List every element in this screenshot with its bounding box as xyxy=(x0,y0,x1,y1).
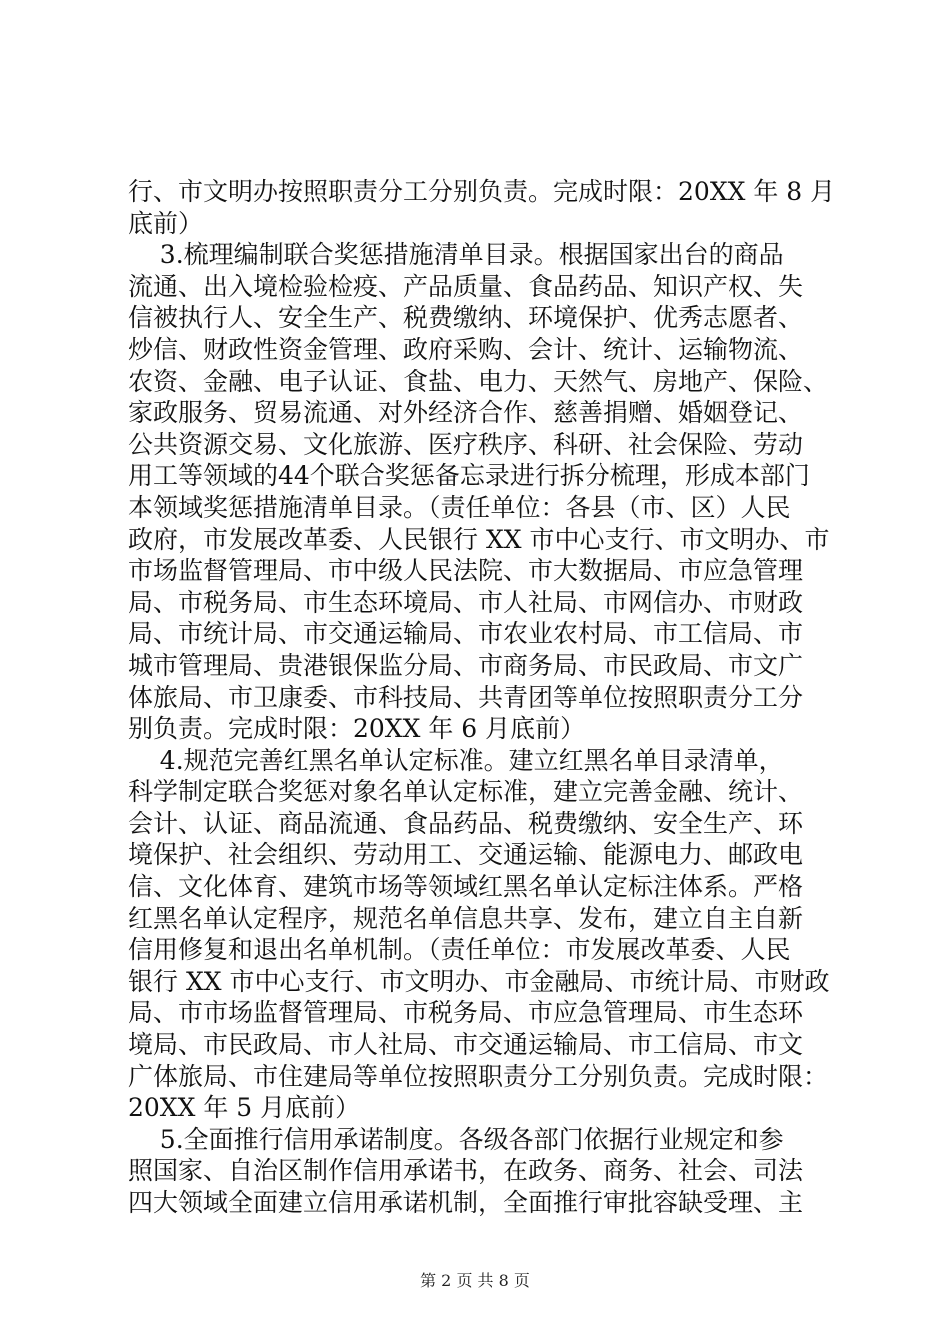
text-line: 四大领域全面建立信用承诺机制，全面推行审批容缺受理、主 xyxy=(128,1188,804,1217)
text-line: 本领域奖惩措施清单目录。（责任单位：各县（市、区）人民 xyxy=(128,492,791,522)
text-line: 市场监督管理局、市中级人民法院、市大数据局、市应急管理 xyxy=(128,556,804,586)
text-line: 政府，市发展改革委、人民银行 XX 市中心支行、市文明办、市 xyxy=(128,524,830,554)
page-number-footer: 第 2 页 共 8 页 xyxy=(420,1271,530,1290)
text-line: 照国家、自治区制作信用承诺书，在政务、商务、社会、司法 xyxy=(128,1156,804,1186)
text-line: 局、市统计局、市交通运输局、市农业农村局、市工信局、市 xyxy=(128,619,804,649)
text-line: 3.梳理编制联合奖惩措施清单目录。根据国家出台的商品 xyxy=(128,240,784,270)
text-line: 公共资源交易、文化旅游、医疗秩序、科研、社会保险、劳动 xyxy=(128,429,804,459)
text-line: 20XX 年 5 月底前） xyxy=(128,1093,361,1123)
text-line: 别负责。完成时限：20XX 年 6 月底前） xyxy=(128,714,586,744)
text-line: 行、市文明办按照职责分工分别负责。完成时限：20XX 年 8 月 xyxy=(128,177,836,206)
text-line: 流通、出入境检验检疫、产品质量、食品药品、知识产权、失 xyxy=(128,271,804,301)
text-line: 局、市税务局、市生态环境局、市人社局、市网信办、市财政 xyxy=(128,587,804,617)
text-line: 5.全面推行信用承诺制度。各级各部门依据行业规定和参 xyxy=(128,1124,784,1154)
text-line: 局、市市场监督管理局、市税务局、市应急管理局、市生态环 xyxy=(128,998,804,1028)
text-line: 农资、金融、电子认证、食盐、电力、天然气、房地产、保险、 xyxy=(128,366,829,396)
text-line: 会计、认证、商品流通、食品药品、税费缴纳、安全生产、环 xyxy=(128,808,804,838)
text-line: 境保护、社会组织、劳动用工、交通运输、能源电力、邮政电 xyxy=(128,840,804,870)
text-line: 科学制定联合奖惩对象名单认定标准，建立完善金融、统计、 xyxy=(128,777,804,807)
text-line: 体旅局、市卫康委、市科技局、共青团等单位按照职责分工分 xyxy=(128,682,804,712)
text-line: 信被执行人、安全生产、税费缴纳、环境保护、优秀志愿者、 xyxy=(128,303,804,333)
text-line: 信、文化体育、建筑市场等领域红黑名单认定标注体系。严格 xyxy=(128,872,804,902)
body-text xyxy=(128,176,848,1219)
text-line: 信用修复和退出名单机制。（责任单位：市发展改革委、人民 xyxy=(128,935,791,965)
text-line: 用工等领域的44个联合奖惩备忘录进行拆分梳理，形成本部门 xyxy=(128,461,810,491)
text-line: 境局、市民政局、市人社局、市交通运输局、市工信局、市文 xyxy=(128,1030,804,1060)
text-line: 红黑名单认定程序，规范名单信息共享、发布，建立自主自新 xyxy=(128,903,804,933)
text-line: 家政服务、贸易流通、对外经济合作、慈善捐赠、婚姻登记、 xyxy=(128,398,804,428)
text-line: 广体旅局、市住建局等单位按照职责分工分别负责。完成时限： xyxy=(128,1061,829,1091)
text-line: 炒信、财政性资金管理、政府采购、会计、统计、运输物流、 xyxy=(128,334,804,364)
text-line: 4.规范完善红黑名单认定标准。建立红黑名单目录清单， xyxy=(128,745,784,775)
text-line: 城市管理局、贵港银保监分局、市商务局、市民政局、市文广 xyxy=(128,650,804,680)
text-line: 银行 XX 市中心支行、市文明办、市金融局、市统计局、市财政 xyxy=(128,966,830,996)
text-line: 底前） xyxy=(128,208,204,238)
